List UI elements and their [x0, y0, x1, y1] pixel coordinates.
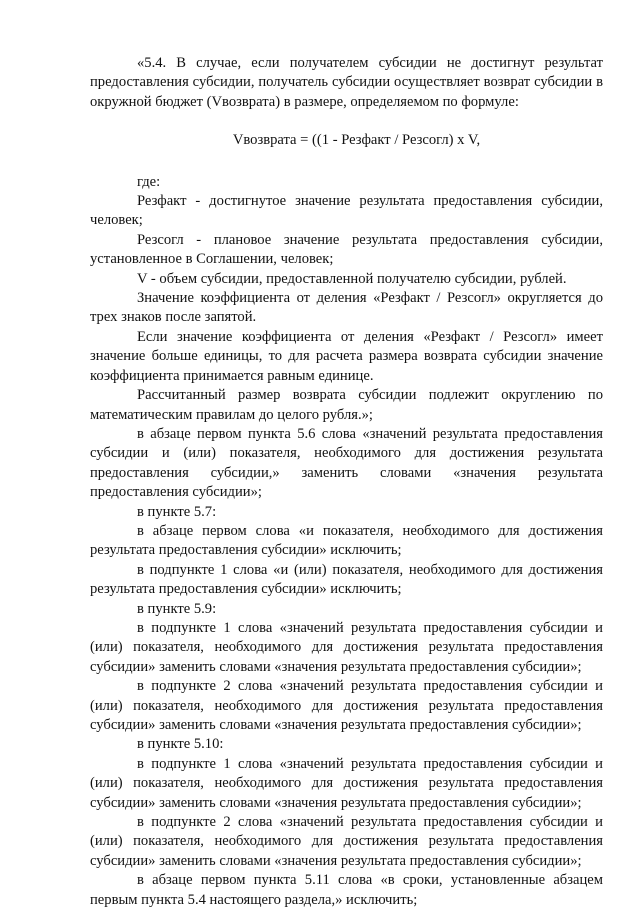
- paragraph-5-9-sub1: в подпункте 1 слова «значений результата предоставления субсидии и (или) показателя, необходимого для достижения результата предоставления субсидии» заменить словами «значения результата предоставления субсидии»;: [90, 619, 603, 675]
- paragraph-where: где:: [137, 173, 161, 190]
- paragraph-calculated: Рассчитанный размер возврата субсидии подлежит округлению по математическим правилам до целого рубля.»;: [90, 387, 603, 423]
- paragraph-rezsogl: Резсогл - плановое значение результата предоставления субсидии, установленное в Соглашении, человек;: [90, 231, 603, 268]
- paragraph-5-10-sub2: в подпункте 2 слова «значений результата предоставления субсидии и (или) показателя, необходимого для достижения результата предоставления субсидии» заменить словами «значения результата предоставления субсидии»;: [90, 814, 603, 869]
- paragraph-rounding: Значение коэффициента от деления «Резфакт / Резсогл» округляется до трех знаков после запятой.: [90, 290, 603, 326]
- paragraph-5-7-heading: в пункте 5.7:: [137, 503, 217, 520]
- paragraph-5-6: в абзаце первом пункта 5.6 слова «значений результата предоставления субсидии и (или) показателя, необходимого для достижения результата предоставления субсидии,» заменить словами «значения результата предоставления субсидии»;: [90, 425, 603, 501]
- paragraph-5-9-heading: в пункте 5.9:: [137, 600, 217, 617]
- paragraph-v: V - объем субсидии, предоставленной получателю субсидии, рублей.: [137, 270, 567, 287]
- paragraph-5-4-intro: «5.4. В случае, если получателем субсидии не достигнут результат предоставления субсидии, получатель субсидии осуществляет возврат субсидии в окружной бюджет (Vвозврата) в размере, определяемом по формуле:: [90, 55, 603, 110]
- paragraph-5-7-sub1: в подпункте 1 слова «и (или) показателя, необходимого для достижения результата предоставления субсидии» исключить;: [90, 561, 603, 598]
- paragraph-5-10-sub1: в подпункте 1 слова «значений результата предоставления субсидии и (или) показателя, необходимого для достижения результата предоставления субсидии» заменить словами «значения результата предоставления субсидии»;: [90, 755, 603, 811]
- paragraph-5-7-first: в абзаце первом слова «и показателя, необходимого для достижения результата предоставления субсидии» исключить;: [90, 522, 603, 559]
- document-page: [90, 54, 603, 910]
- paragraph-5-10-heading: в пункте 5.10:: [137, 736, 224, 753]
- paragraph-5-9-sub2: в подпункте 2 слова «значений результата предоставления субсидии и (или) показателя, необходимого для достижения результата предоставления субсидии» заменить словами «значения результата предоставления субсидии»;: [90, 678, 603, 733]
- paragraph-rezfakt: Резфакт - достигнутое значение результата предоставления субсидии, человек;: [90, 193, 603, 229]
- paragraph-coefficient: Если значение коэффициента от деления «Резфакт / Резсогл» имеет значение больше единицы, то для расчета размера возврата субсидии значение коэффициента принимается равным единице.: [90, 328, 603, 384]
- paragraph-5-11: в абзаце первом пункта 5.11 слова «в сроки, установленные абзацем первым пункта 5.4 настоящего раздела,» исключить;: [90, 872, 603, 908]
- formula: Vвозврата = ((1 - Резфакт / Резсогл) x V,: [232, 132, 481, 149]
